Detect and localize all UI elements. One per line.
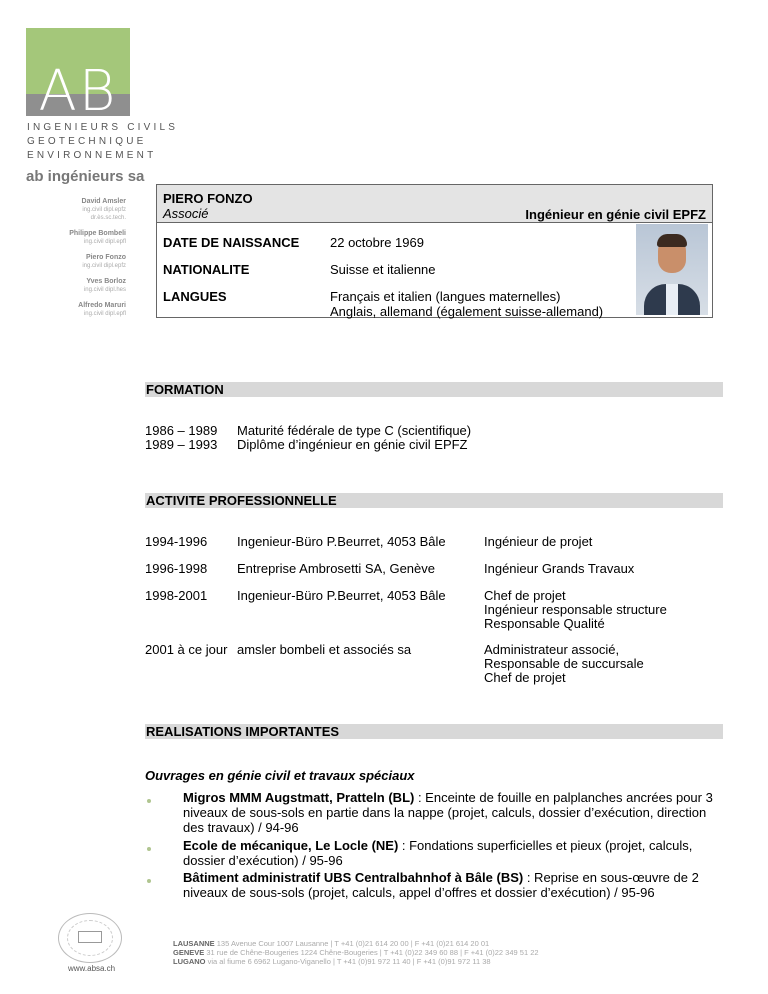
partner-item	[40, 253, 126, 270]
tagline-line: GEOTECHNIQUE	[27, 136, 147, 147]
project-desc: : Fondations superficielles et pieux (projet, calculs, dossier d’exécution) / 95-96	[183, 838, 693, 868]
partner-name: Piero Fonzo	[85, 254, 126, 261]
section-realisations	[145, 724, 723, 739]
footer-line	[173, 957, 539, 966]
job-role: Ingénieur responsable structure	[484, 602, 667, 617]
languages-label: LANGUES	[163, 289, 227, 304]
project-item	[183, 838, 713, 868]
partner-title: ing.civil dipl.epfl	[83, 239, 126, 245]
partner-title: ing.civil dipl.epfz	[82, 207, 126, 213]
footer-contact: via al fiume 6 6962 Lugano-Viganello | T +41 (0)91 972 11 40 | F +41 (0)91 972 11 38	[205, 957, 491, 966]
company-logo	[26, 28, 130, 124]
logo-letters: AB	[38, 59, 118, 124]
profile-header-strip	[157, 185, 712, 223]
project-item	[183, 790, 713, 835]
person-photo	[636, 224, 708, 315]
partner-title: ing.civil dipl.epfl	[83, 311, 126, 317]
partner-name: Yves Borloz	[86, 278, 126, 285]
footer-addresses	[173, 939, 539, 966]
footer-city: LAUSANNE	[173, 939, 215, 948]
bullet-icon	[147, 847, 151, 851]
partner-item	[40, 229, 126, 246]
photo-hair	[657, 234, 687, 247]
partner-name: Philippe Bombeli	[69, 230, 126, 237]
footer-city: GENEVE	[173, 948, 205, 957]
job-period: 2001 à ce jour	[145, 642, 228, 657]
job-role: Responsable de succursale	[484, 656, 644, 671]
birth-value: 22 octobre 1969	[330, 235, 424, 250]
partner-title-2: dr.ès.sc.tech.	[90, 215, 126, 221]
project-name: Migros MMM Augstmatt, Pratteln (BL)	[183, 790, 415, 805]
nationality-label: NATIONALITE	[163, 262, 250, 277]
footer-line	[173, 948, 539, 957]
person-role: Associé	[163, 206, 209, 221]
project-item	[183, 870, 713, 900]
footer-contact: 135 Avenue Cour 1007 Lausanne | T +41 (0)21 614 20 00 | F +41 (0)21 614 20 01	[214, 939, 490, 948]
formation-desc: Maturité fédérale de type C (scientifique)	[237, 423, 472, 438]
partner-title: ing.civil dipl.hes	[83, 287, 126, 293]
job-period: 1994-1996	[145, 534, 208, 549]
section-formation	[145, 382, 723, 397]
website-link[interactable]: www.absa.ch	[68, 964, 116, 973]
footer-contact: 31 rue de Chêne-Bougeries 1224 Chêne-Bougeries | T +41 (0)22 349 60 88 | F +41 (0)22 349 51 22	[204, 948, 539, 957]
footer-line	[173, 939, 539, 948]
languages-value-2: Anglais, allemand (également suisse-allemand)	[330, 304, 604, 319]
section-title: ACTIVITE PROFESSIONNELLE	[146, 493, 337, 508]
job-period: 1996-1998	[145, 561, 208, 576]
languages-value-1: Français et italien (langues maternelles)	[330, 289, 561, 304]
job-role: Chef de projet	[484, 670, 566, 685]
partners-list	[40, 197, 126, 325]
formation-desc: Diplôme d’ingénieur en génie civil EPFZ	[237, 437, 468, 452]
company-name: ab ingénieurs sa	[26, 168, 145, 185]
partner-name: David Amsler	[81, 198, 126, 205]
bullet-icon	[147, 799, 151, 803]
section-title: FORMATION	[146, 382, 224, 397]
logo-tagline	[27, 121, 178, 163]
footer-city: LUGANO	[173, 957, 206, 966]
photo-shirt	[666, 284, 678, 315]
job-role: Chef de projet	[484, 588, 566, 603]
project-name: Bâtiment administratif UBS Centralbahnhof à Bâle (BS)	[183, 870, 524, 885]
tagline-line: INGENIEURS CIVILS	[27, 122, 179, 133]
section-title: REALISATIONS IMPORTANTES	[146, 724, 340, 739]
birth-label: DATE DE NAISSANCE	[163, 235, 300, 250]
formation-period: 1986 – 1989	[145, 423, 218, 438]
tagline-line: ENVIRONNEMENT	[27, 150, 157, 161]
profile-header-box	[156, 184, 713, 318]
job-employer: amsler bombeli et associés sa	[237, 642, 412, 657]
section-activite	[145, 493, 723, 508]
job-employer: Entreprise Ambrosetti SA, Genève	[237, 561, 435, 576]
partner-item	[40, 301, 126, 318]
job-role: Ingénieur Grands Travaux	[484, 561, 635, 576]
project-desc: : Reprise en sous-œuvre de 2 niveaux de sous-sols (projet, calculs, appel d’offres et dossier d’exécution) / 95-96	[183, 870, 699, 900]
person-name: PIERO FONZO	[163, 191, 253, 206]
partner-item	[40, 197, 126, 222]
partner-item	[40, 277, 126, 294]
realisations-subtitle: Ouvrages en génie civil et travaux spéciaux	[145, 768, 415, 783]
job-employer: Ingenieur-Büro P.Beurret, 4053 Bâle	[237, 588, 446, 603]
person-title: Ingénieur en génie civil EPFZ	[525, 207, 706, 222]
job-role: Ingénieur de projet	[484, 534, 593, 549]
project-desc: : Enceinte de fouille en palplanches ancrées pour 3 niveaux de sous-sols en partie dans la nappe (projet, calculs, dossier d’exécution, direction des travaux) / 94-96	[183, 790, 713, 835]
job-period: 1998-2001	[145, 588, 208, 603]
partner-title: ing.civil dipl.epfz	[82, 263, 126, 269]
nationality-value: Suisse et italienne	[330, 262, 436, 277]
project-name: Ecole de mécanique, Le Locle (NE)	[183, 838, 399, 853]
job-role: Administrateur associé,	[484, 642, 620, 657]
seal-inner	[78, 931, 102, 943]
bullet-icon	[147, 879, 151, 883]
job-employer: Ingenieur-Büro P.Beurret, 4053 Bâle	[237, 534, 446, 549]
partner-name: Alfredo Maruri	[78, 302, 126, 309]
job-role: Responsable Qualité	[484, 616, 605, 631]
formation-period: 1989 – 1993	[145, 437, 218, 452]
certification-seal-icon	[58, 913, 122, 963]
